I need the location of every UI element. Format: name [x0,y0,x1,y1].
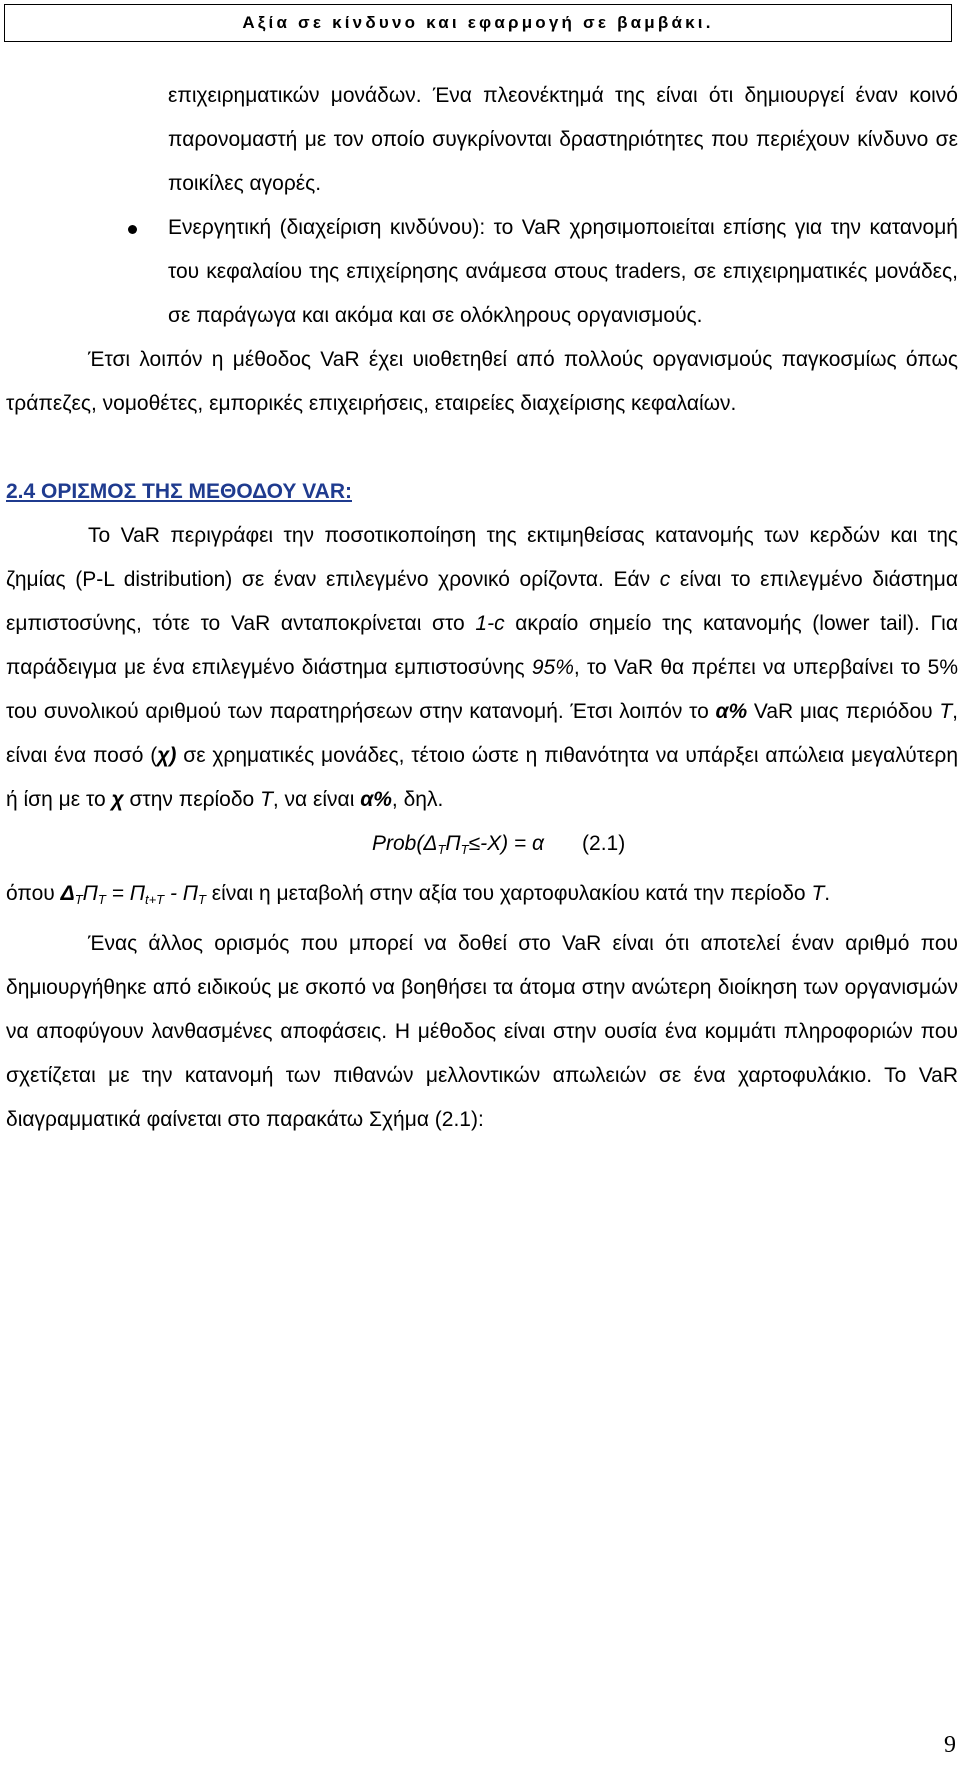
running-header [4,4,952,42]
section-heading-var-definition: 2.4 ΟΡΙΣΜΟΣ ΤΗΣ ΜΕΘΟΔΟΥ VAR: [6,480,352,503]
page-body [6,74,958,1142]
paragraph-other-definition: Ένας άλλος ορισμός που μπορεί να δοθεί στο VaR είναι ότι αποτελεί έναν αριθμό που δημιουργήθηκε από ειδικούς με σκοπό να βοηθήσει τα άτομα στην ανώτερη διοίκηση των οργανισμών να αποφύγουν λανθασμένες αποφάσεις. Η μέθοδος είναι στην ουσία ένα κομμάτι πληροφοριών που σχετίζεται με την κατανομή των πιθανών μελλοντικών απωλειών σε ένα χαρτοφυλάκιο. Το VaR διαγραμματικά φαίνεται στο παρακάτω Σχήμα (2.1): [6,932,958,1131]
page-number: 9 [944,1732,956,1758]
bullet-text: Ενεργητική (διαχείριση κινδύνου): το VaR χρησιμοποιείται επίσης για την κατανομή του κεφαλαίου της επιχείρησης ανάμεσα στους traders, σε επιχειρηματικές μονάδες, σε παράγωγα και ακόμα και σε ολόκληρους οργανισμούς. [168,216,958,327]
paragraph-where: όπου $\Delta_T\Pi_T = \Pi_{t+T} - \Pi_T$ είναι η μεταβολή στην αξία του χαρτοφυλακίου κατά την περίοδο T. [6,882,831,907]
paragraph-var-definition: Το VaR περιγράφει την ποσοτικοποίηση της εκτιμηθείσας κατανομής των κερδών και της ζημίας (P-L distribution) σε έναν επιλεγμένο χρονικό ορίζοντα. Εάν c είναι το επιλεγμένο διάστημα εμπιστοσύνης, τότε το VaR ανταποκρίνεται στο 1-c ακραίο σημείο της κατανομής (lower tail). Για παράδειγμα με ένα επιλεγμένο διάστημα εμπιστοσύνης 95%, το VaR θα πρέπει να υπερβαίνει το 5% του συνολικού αριθμού των παρατηρήσεων στην κατανομή. Έτσι λοιπόν το α% VaR μιας περιόδου T, είναι ένα ποσό (χ) σε χρηματικές μονάδες, τέτοιο ώστε η πιθανότητα να υπάρξει απώλεια μεγαλύτερη ή ίση με το χ στην περίοδο T, να είναι α%, δηλ. [6,524,959,811]
equation-number: (2.1) [582,832,626,855]
paragraph-adoption: Έτσι λοιπόν η μέθοδος VaR έχει υιοθετηθεί από πολλούς οργανισμούς παγκοσμίως όπως τράπεζες, νομοθέτες, εμπορικές επιχειρήσεις, εταιρείες διαχείρισης κεφαλαίων. [6,348,958,415]
equation-2-1: $Prob(\Delta_T\Pi_T\le-X) = \alpha$ (2.1) [372,832,626,857]
bullet-dot-icon [128,225,137,234]
bullet-item-active-risk-management [6,206,958,338]
paragraph-continued: επιχειρηματικών μονάδων. Ένα πλεονέκτημά της είναι ότι δημιουργεί έναν κοινό παρονομαστή με τον οποίο συγκρίνονται δραστηριότητες που περιέχουν κίνδυνο σε ποικίλες αγορές. [168,84,958,195]
header-title: Αξία σε κίνδυνο και εφαρμογή σε βαμβάκι. [242,13,714,32]
